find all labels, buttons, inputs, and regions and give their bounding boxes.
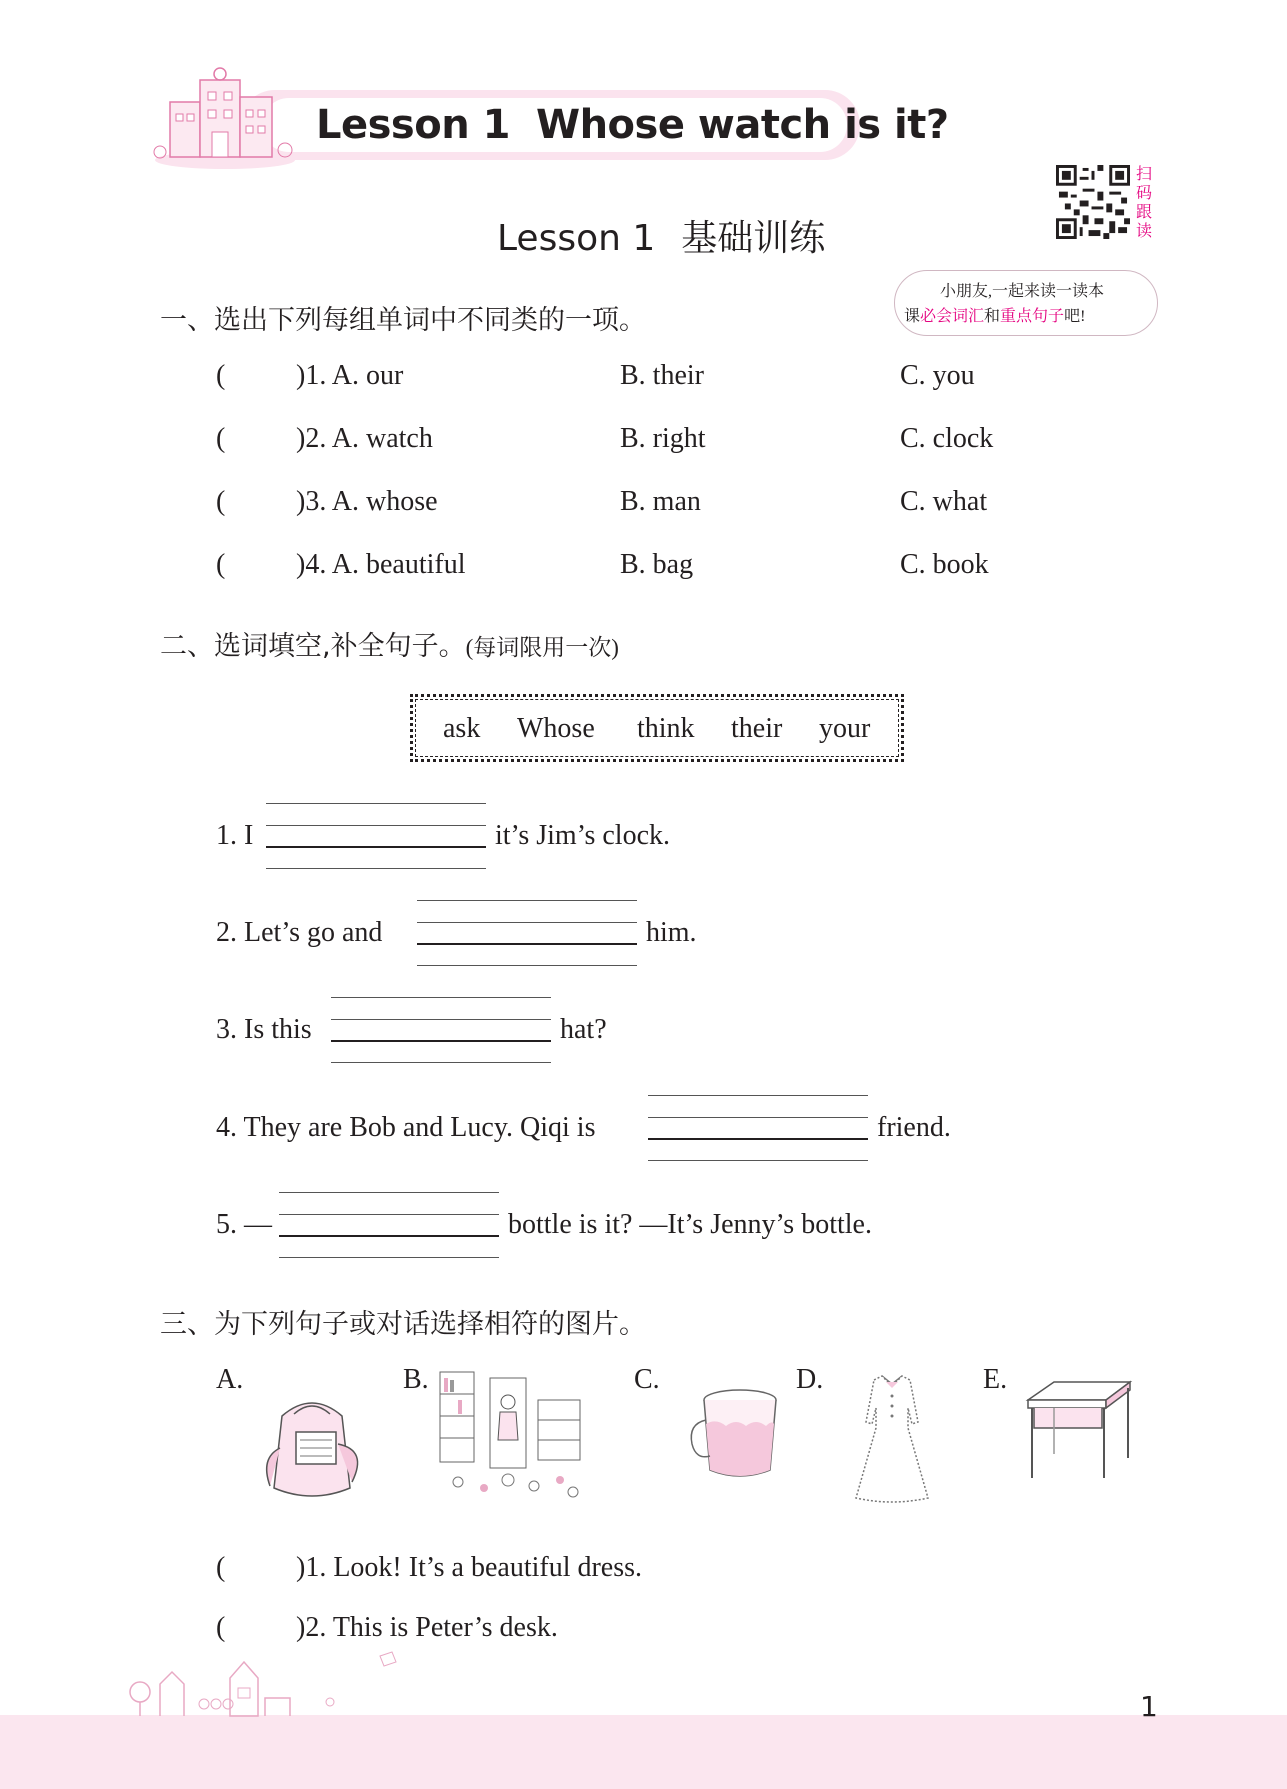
answer-blank[interactable] (266, 803, 486, 869)
answer-paren[interactable]: ( (216, 549, 226, 580)
question-stem: )2. A. watch (296, 423, 433, 454)
backpack-icon (252, 1388, 372, 1506)
scan-char: 码 (1135, 183, 1152, 202)
word-bank-item: Whose (517, 713, 595, 744)
sentence-1-before: 1. I (216, 820, 254, 851)
bubble-text: 和 (984, 308, 1001, 325)
option-b: B. bag (620, 549, 694, 580)
question-stem: )4. A. beautiful (296, 549, 466, 580)
answer-blank[interactable] (279, 1192, 499, 1258)
bubble-text: 课 (904, 308, 921, 325)
sentence-5-after: bottle is it? —It’s Jenny’s bottle. (508, 1209, 872, 1240)
option-b: B. their (620, 360, 704, 391)
sentence-2-after: him. (646, 917, 697, 948)
answer-paren[interactable]: ( (216, 360, 226, 391)
qr-code-icon[interactable] (1056, 165, 1130, 239)
answer-paren[interactable]: ( (216, 423, 226, 454)
desk-icon (1024, 1378, 1134, 1482)
lesson-label: Lesson 1 (316, 102, 510, 148)
option-c: C. what (900, 486, 988, 517)
question-stem: )2. This is Peter’s desk. (296, 1612, 558, 1643)
word-bank-item: think (637, 713, 695, 744)
sentence-1-after: it’s Jim’s clock. (495, 820, 670, 851)
messy-room-icon (438, 1370, 583, 1500)
section2-heading-text: 二、选词填空,补全句子。 (160, 631, 466, 662)
sentence-3-before: 3. Is this (216, 1014, 312, 1045)
question-stem: )1. Look! It’s a beautiful dress. (296, 1552, 643, 1583)
section2-heading (160, 624, 619, 663)
sentence-4-before: 4. They are Bob and Lucy. Qiqi is (216, 1112, 596, 1143)
sentence-5-before: 5. — (216, 1209, 272, 1240)
building-illustration-icon (150, 62, 300, 172)
bubble-text: 吧! (1064, 308, 1086, 325)
cup-icon (686, 1384, 786, 1484)
answer-blank[interactable] (648, 1095, 868, 1161)
question-stem: )1. A. our (296, 360, 404, 391)
question-stem: )3. A. whose (296, 486, 438, 517)
word-bank-item: your (819, 713, 871, 744)
option-c: C. you (900, 360, 975, 391)
answer-blank[interactable] (331, 997, 551, 1063)
word-bank-item: their (731, 713, 783, 744)
option-c: C. clock (900, 423, 994, 454)
answer-paren[interactable]: ( (216, 1552, 226, 1583)
scan-char: 读 (1135, 221, 1152, 240)
word-bank-item: ask (443, 713, 481, 744)
picture-label: D. (796, 1364, 824, 1395)
scan-char: 跟 (1135, 202, 1152, 221)
section3-heading: 三、为下列句子或对话选择相符的图片。 (160, 1309, 646, 1340)
bubble-line-2 (904, 303, 1085, 326)
footer-band (0, 1715, 1287, 1789)
answer-paren[interactable]: ( (216, 486, 226, 517)
sentence-3-after: hat? (560, 1014, 607, 1045)
picture-label: E. (983, 1364, 1008, 1395)
sentence-4-after: friend. (877, 1112, 951, 1143)
lesson-title (316, 102, 949, 148)
subtitle-text: 基础训练 (681, 218, 826, 259)
answer-blank[interactable] (417, 900, 637, 966)
town-illustration-icon (120, 1648, 420, 1718)
option-b: B. right (620, 423, 706, 454)
lesson-title-text: Whose watch is it? (535, 102, 949, 148)
option-b: B. man (620, 486, 701, 517)
page-subtitle (497, 210, 825, 261)
scan-char: 扫 (1135, 164, 1152, 183)
bubble-highlight: 重点句子 (1000, 308, 1065, 325)
bubble-highlight: 必会词汇 (920, 308, 985, 325)
subtitle-lesson-label: Lesson 1 (497, 218, 656, 259)
option-c: C. book (900, 549, 989, 580)
picture-label: B. (403, 1364, 429, 1395)
picture-label: A. (216, 1364, 244, 1395)
section2-note: (每词限用一次) (465, 635, 619, 660)
sentence-2-before: 2. Let’s go and (216, 917, 383, 948)
word-bank (410, 694, 904, 762)
section1-heading: 一、选出下列每组单词中不同类的一项。 (160, 305, 646, 336)
answer-paren[interactable]: ( (216, 1612, 226, 1643)
bubble-line-1: 小朋友,一起来读一读本 (940, 283, 1105, 300)
dress-icon (852, 1372, 932, 1504)
scan-label (1134, 164, 1154, 240)
picture-label: C. (634, 1364, 660, 1395)
page-number: 1 (1140, 1690, 1158, 1723)
